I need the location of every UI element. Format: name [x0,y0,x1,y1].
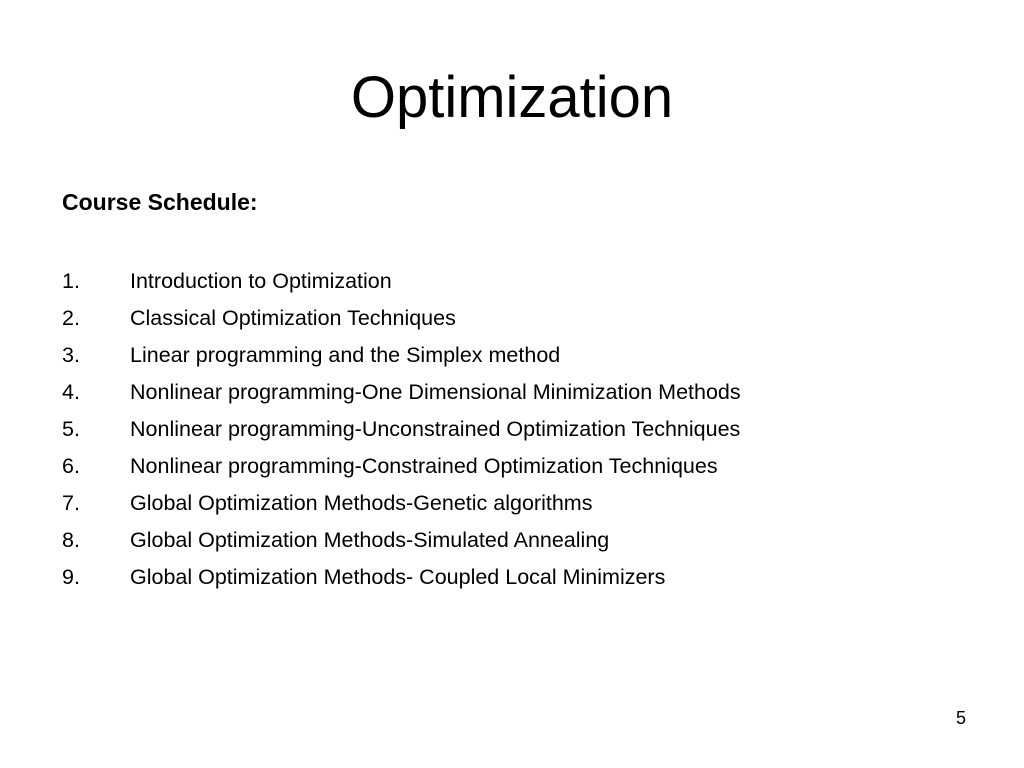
item-text: Global Optimization Methods-Genetic algorithms [130,491,593,515]
item-text: Nonlinear programming-Unconstrained Optimization Techniques [130,417,741,441]
item-text: Global Optimization Methods-Simulated Annealing [130,528,610,552]
slide-title: Optimization [350,65,674,130]
item-number: 1. [62,269,80,293]
item-text: Introduction to Optimization [130,269,392,293]
item-number: 6. [62,454,80,478]
item-number: 5. [62,417,80,441]
item-text: Classical Optimization Techniques [130,306,456,330]
item-number: 2. [62,306,80,330]
item-number: 9. [62,565,80,589]
item-number: 3. [62,343,80,367]
item-text: Nonlinear programming-One Dimensional Minimization Methods [130,380,741,404]
page-number: 5 [955,708,966,728]
item-number: 4. [62,380,80,404]
item-text: Global Optimization Methods- Coupled Local Minimizers [130,565,666,589]
item-text: Linear programming and the Simplex method [130,343,561,367]
course-schedule-heading: Course Schedule: [62,189,258,215]
item-number: 7. [62,491,80,515]
item-number: 8. [62,528,80,552]
item-text: Nonlinear programming-Constrained Optimization Techniques [130,454,718,478]
